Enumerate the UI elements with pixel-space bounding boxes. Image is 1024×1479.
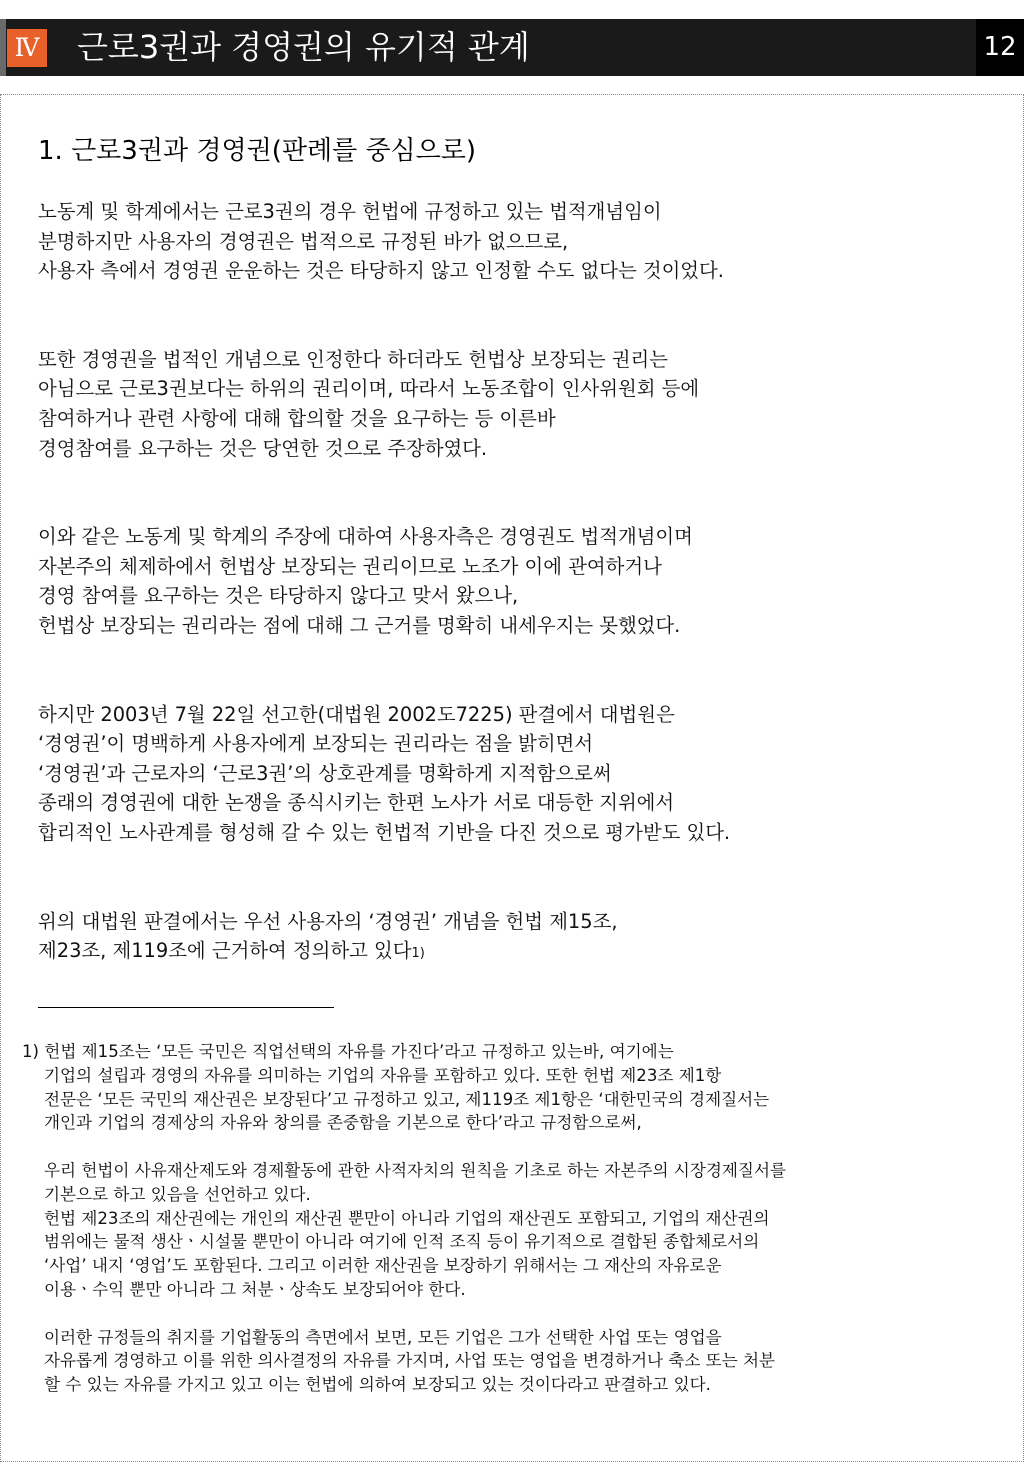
paragraph-4 [38,700,1013,848]
text-line: 합리적인 노사관계를 형성해 갈 수 있는 헌법적 기반을 다진 것으로 평가받도 있다. [38,820,731,844]
text-line: 분명하지만 사용자의 경영권은 법적으로 규정된 바가 없으므로, [38,229,569,253]
footnote-separator [38,1007,334,1008]
paragraph-2 [38,345,1013,463]
footnotes [22,1040,1012,1397]
footnote-line: 할 수 있는 자유를 가지고 있고 이는 헌법에 의하여 보장되고 있는 것이다라고 판결하고 있다. [44,1375,711,1395]
title-bar [0,19,1024,76]
text-line: 경영 참여를 요구하는 것은 타당하지 않다고 맞서 왔으나, [38,584,519,608]
text-line: ‘경영권’이 명백하게 사용자에게 보장되는 권리라는 점을 밝히면서 [38,732,594,756]
text-line: 참여하거나 관련 사항에 대해 합의할 것을 요구하는 등 이른바 [38,406,556,430]
text-line: 아님으로 근로3권보다는 하위의 권리이며, 따라서 노동조합이 인사위원회 등에 [38,377,700,401]
page-title: 근로3권과 경영권의 유기적 관계 [77,28,530,66]
title-bar-edge [0,19,6,76]
footnote-line: 범위에는 물적 생산ㆍ시설물 뿐만이 아니라 여기에 인적 조직 등이 유기적으로 결합된 종합체로서의 [44,1232,760,1252]
footnote-line: 이러한 규정들의 취지를 기업활동의 측면에서 보면, 모든 기업은 그가 선택한 사업 또는 영업을 [44,1327,722,1347]
section-number-badge: Ⅳ [7,29,47,67]
footnote-line: ‘사업’ 내지 ‘영업’도 포함된다. 그리고 이러한 재산권을 보장하기 위해서는 그 재산의 자유로운 [44,1256,722,1276]
text-line: 위의 대법원 판결에서는 우선 사용자의 ‘경영권’ 개념을 헌법 제15조, [38,909,618,933]
text-line: 자본주의 체제하에서 헌법상 보장되는 권리이므로 노조가 이에 관여하거나 [38,554,662,578]
text-line: 종래의 경영권에 대한 논쟁을 종식시키는 한편 노사가 서로 대등한 지위에서 [38,791,675,815]
footnote-line: 기업의 설립과 경영의 자유를 의미하는 기업의 자유를 포함하고 있다. 또한 헌법 제23조 제1항 [44,1065,722,1085]
text-line-content: 제23조, 제119조에 근거하여 정의하고 있다 [38,939,412,963]
text-line: ‘경영권’과 근로자의 ‘근로3권’의 상호관계를 명확하게 지적함으로써 [38,761,612,785]
footnote-paragraph-1 [22,1040,1012,1135]
footnote-line: 자유롭게 경영하고 이를 위한 의사결정의 자유를 가지며, 사업 또는 영업을 변경하거나 축소 또는 처분 [44,1351,776,1371]
text-line: 사용자 측에서 경영권 운운하는 것은 타당하지 않고 인정할 수도 없다는 것이었다. [38,259,724,283]
footnote-line: 이용ㆍ수익 뿐만 아니라 그 처분ㆍ상속도 보장되어야 한다. [44,1279,466,1299]
footnote-line: 기본으로 하고 있음을 선언하고 있다. [44,1184,311,1204]
paragraph-3 [38,522,1013,640]
paragraph-5 [38,907,1013,966]
text-line [38,936,1013,966]
footnote-paragraph-2 [22,1159,1012,1302]
text-line: 헌법상 보장되는 권리라는 점에 대해 그 근거를 명확히 내세우지는 못했었다. [38,613,681,637]
footnote-paragraph-3 [22,1326,1012,1397]
text-line: 이와 같은 노동계 및 학계의 주장에 대하여 사용자측은 경영권도 법적개념이며 [38,525,693,549]
footnote-line: 개인과 기업의 경제상의 자유와 창의를 존중함을 기본으로 한다’라고 규정함으로써, [44,1113,642,1133]
text-line: 또한 경영권을 법적인 개념으로 인정한다 하더라도 헌법상 보장되는 권리는 [38,347,668,371]
text-line: 노동계 및 학계에서는 근로3권의 경우 헌법에 규정하고 있는 법적개념임이 [38,200,662,223]
body-text [38,197,1013,966]
footnote-line: 1) 헌법 제15조는 ‘모든 국민은 직업선택의 자유를 가진다’라고 규정하고 있는바, 여기에는 [22,1042,674,1061]
text-line: 하지만 2003년 7월 22일 선고한(대법원 2002도7225) 판결에서 대법원은 [38,702,675,726]
paragraph-1 [38,197,1013,286]
footnote-reference[interactable]: 1) [411,946,425,962]
section-heading: 1. 근로3권과 경영권(판례를 중심으로) [38,136,477,166]
footnote-line: 우리 헌법이 사유재산제도와 경제활동에 관한 사적자치의 원칙을 기초로 하는 자본주의 시장경제질서를 [44,1160,787,1180]
footnote-line: 헌법 제23조의 재산권에는 개인의 재산권 뿐만이 아니라 기업의 재산권도 포함되고, 기업의 재산권의 [44,1208,770,1228]
footnote-line: 전문은 ‘모든 국민의 재산권은 보장된다’고 규정하고 있고, 제119조 제1항은 ‘대한민국의 경제질서는 [44,1089,770,1109]
text-line: 경영참여를 요구하는 것은 당연한 것으로 주장하였다. [38,436,488,460]
page-number: 12 [976,19,1024,76]
